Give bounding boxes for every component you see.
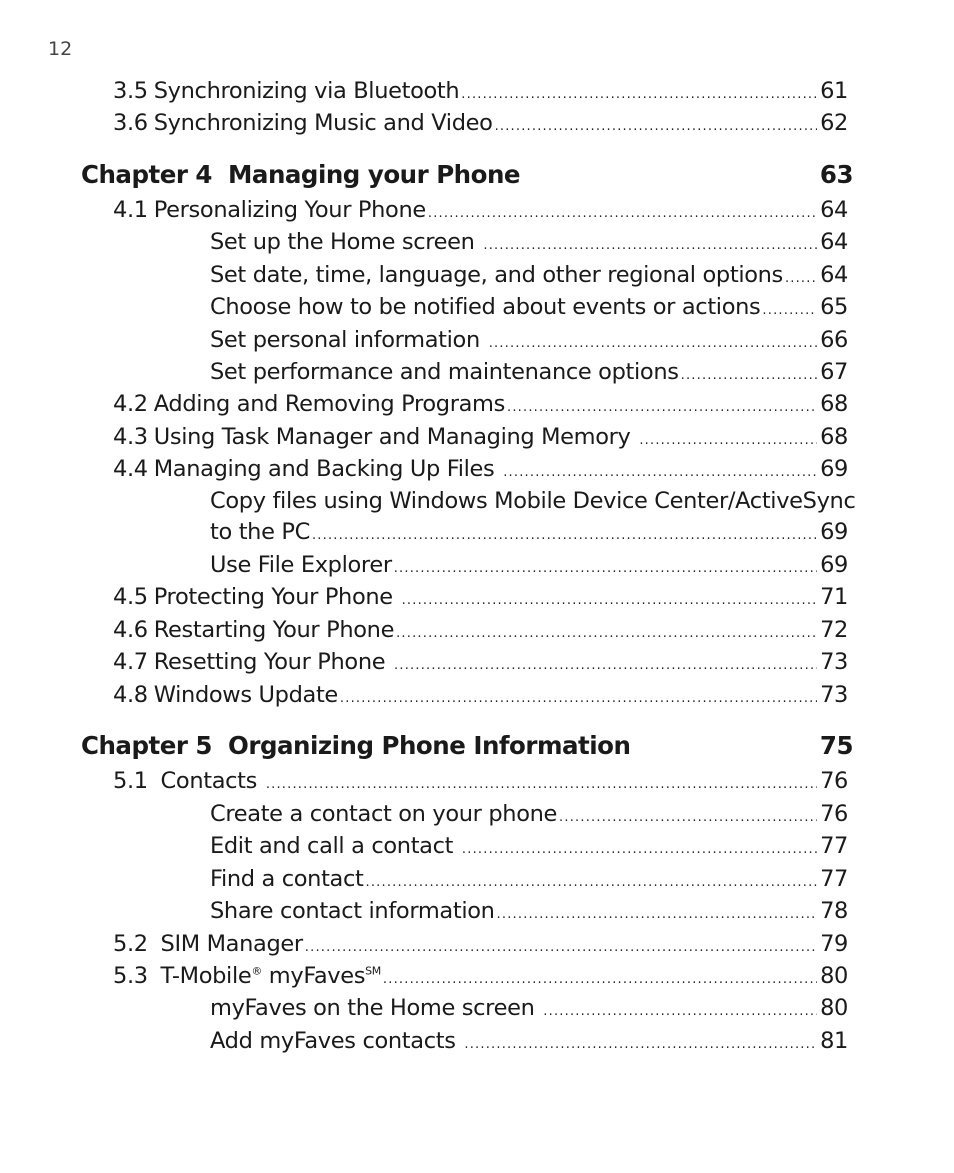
toc-subentry-edit-contact[interactable] — [210, 833, 848, 859]
section-number: 4.7 — [113, 649, 148, 675]
section-title: Resetting Your Phone — [153, 649, 393, 675]
subsection-title: Set personal information — [210, 327, 487, 353]
subsection-title: to the PC — [210, 519, 310, 545]
subsection-title: myFaves on the Home screen — [210, 995, 542, 1021]
dot-leader — [383, 972, 817, 987]
toc-subentry-create-contact[interactable] — [210, 801, 848, 827]
page-ref: 73 — [820, 649, 848, 675]
dot-leader — [266, 777, 817, 792]
dot-leader — [681, 368, 817, 383]
chapter-page-ref: 63 — [819, 160, 853, 189]
section-number: 4.1 — [113, 197, 148, 223]
page-ref: 68 — [820, 391, 848, 417]
dot-leader — [396, 626, 817, 641]
subsection-title: Share contact information — [210, 898, 495, 924]
dot-leader — [785, 271, 817, 286]
chapter-title: Chapter 4 Managing your Phone — [81, 160, 521, 189]
dot-leader — [366, 875, 818, 890]
chapter-5-heading[interactable] — [81, 731, 853, 760]
section-number: 4.4 — [113, 456, 148, 482]
page-ref: 78 — [820, 898, 848, 924]
page-ref: 69 — [820, 519, 848, 545]
chapter-title: Chapter 5 Organizing Phone Information — [81, 731, 631, 760]
toc-subentry-share-contact[interactable] — [210, 898, 848, 924]
dot-leader — [462, 842, 817, 857]
page-ref: 64 — [820, 197, 848, 223]
subsection-title: Edit and call a contact — [210, 833, 460, 859]
subsection-title: Set date, time, language, and other regional options — [210, 262, 783, 288]
toc-entry-4-2[interactable] — [113, 391, 848, 417]
section-title: Synchronizing via Bluetooth — [153, 78, 460, 104]
section-title: Adding and Removing Programs — [153, 391, 505, 417]
section-number: 4.2 — [113, 391, 148, 417]
title-part: myFaves — [262, 963, 366, 989]
toc-entry-5-2[interactable] — [113, 931, 848, 957]
dot-leader — [394, 658, 817, 673]
page-ref: 77 — [820, 833, 848, 859]
dot-leader — [464, 1037, 817, 1052]
section-title: SIM Manager — [153, 931, 303, 957]
toc-subentry-regional-options[interactable] — [210, 262, 848, 288]
service-mark: SM — [365, 964, 381, 978]
dot-leader — [503, 465, 817, 480]
section-title: Using Task Manager and Managing Memory — [153, 424, 638, 450]
chapter-4-heading[interactable] — [81, 160, 853, 189]
toc-subentry-file-explorer[interactable] — [210, 552, 848, 578]
registered-mark: ® — [251, 964, 262, 978]
page-ref: 69 — [820, 456, 848, 482]
page-ref: 77 — [820, 866, 848, 892]
toc-entry-4-6[interactable] — [113, 617, 848, 643]
subsection-title: Create a contact on your phone — [210, 801, 558, 827]
dot-leader — [402, 593, 817, 608]
page-ref: 71 — [820, 584, 848, 610]
toc-subentry-add-myfaves[interactable] — [210, 1028, 848, 1054]
page-ref: 64 — [820, 262, 848, 288]
section-number: 3.5 — [113, 78, 148, 104]
page-ref: 76 — [820, 768, 848, 794]
page-ref: 73 — [820, 682, 848, 708]
subsection-title: Set performance and maintenance options — [210, 359, 679, 385]
dot-leader — [639, 433, 817, 448]
toc-subentry-copy-files-line1[interactable]: Copy files using Windows Mobile Device Center/ActiveSync — [210, 488, 856, 514]
section-title — [154, 963, 381, 989]
section-title: Restarting Your Phone — [153, 617, 395, 643]
section-title: Windows Update — [153, 682, 338, 708]
section-number: 5.1 — [113, 768, 148, 794]
section-number: 3.6 — [113, 110, 148, 136]
section-number: 4.6 — [113, 617, 148, 643]
toc-entry-4-1[interactable] — [113, 197, 848, 223]
page-ref: 81 — [820, 1028, 848, 1054]
section-title: Protecting Your Phone — [153, 584, 400, 610]
section-number: 5.2 — [113, 931, 148, 957]
dot-leader — [428, 206, 817, 221]
subsection-title: Choose how to be notified about events or actions — [210, 294, 761, 320]
toc-entry-3-6[interactable] — [113, 110, 848, 136]
page-ref: 80 — [820, 963, 848, 989]
toc-subentry-myfaves-home[interactable] — [210, 995, 848, 1021]
subsection-title: Use File Explorer — [210, 552, 392, 578]
section-number: 4.5 — [113, 584, 148, 610]
dot-leader — [497, 907, 818, 922]
toc-entry-3-5[interactable] — [113, 78, 848, 104]
section-number: 4.3 — [113, 424, 148, 450]
toc-entry-5-1[interactable] — [113, 768, 848, 794]
toc-subentry-personal-info[interactable] — [210, 327, 848, 353]
toc-entry-4-7[interactable] — [113, 649, 848, 675]
section-number: 4.8 — [113, 682, 148, 708]
section-title: Personalizing Your Phone — [153, 197, 426, 223]
page-ref: 76 — [820, 801, 848, 827]
page-ref: 62 — [820, 110, 848, 136]
toc-subentry-find-contact[interactable] — [210, 866, 848, 892]
toc-entry-4-8[interactable] — [113, 682, 848, 708]
dot-leader — [461, 87, 817, 102]
title-part: T-Mobile — [153, 963, 252, 989]
section-title: Managing and Backing Up Files — [153, 456, 502, 482]
dot-leader — [312, 528, 817, 543]
chapter-page-ref: 75 — [819, 731, 853, 760]
dot-leader — [507, 400, 817, 415]
page-ref: 72 — [820, 617, 848, 643]
toc-entry-5-3[interactable] — [113, 963, 848, 989]
page-ref: 65 — [820, 294, 848, 320]
subsection-title: Add myFaves contacts — [210, 1028, 463, 1054]
page-ref: 61 — [820, 78, 848, 104]
toc-subentry-performance[interactable] — [210, 359, 848, 385]
dot-leader — [495, 119, 818, 134]
dot-leader — [305, 940, 817, 955]
dot-leader — [543, 1004, 817, 1019]
page-ref: 68 — [820, 424, 848, 450]
toc-subentry-home-screen[interactable] — [210, 229, 848, 255]
page-ref: 67 — [820, 359, 848, 385]
page-number: 12 — [48, 38, 73, 60]
toc-entry-4-3[interactable] — [113, 424, 848, 450]
page-ref: 69 — [820, 552, 848, 578]
toc-subentry-notifications[interactable] — [210, 294, 848, 320]
page-ref: 79 — [820, 931, 848, 957]
toc-subentry-copy-files-line2[interactable] — [210, 519, 848, 545]
dot-leader — [483, 238, 817, 253]
dot-leader — [394, 561, 817, 576]
page-ref: 80 — [820, 995, 848, 1021]
section-title: Synchronizing Music and Video — [153, 110, 493, 136]
section-title: Contacts — [153, 768, 264, 794]
toc-entry-4-5[interactable] — [113, 584, 848, 610]
dot-leader — [340, 691, 817, 706]
toc-entry-4-4[interactable] — [113, 456, 848, 482]
dot-leader — [762, 303, 817, 318]
page-ref: 66 — [820, 327, 848, 353]
page-ref: 64 — [820, 229, 848, 255]
subsection-title: Find a contact — [210, 866, 364, 892]
subsection-title: Set up the Home screen — [210, 229, 482, 255]
dot-leader — [489, 336, 817, 351]
dot-leader — [559, 810, 817, 825]
section-number: 5.3 — [113, 963, 148, 989]
